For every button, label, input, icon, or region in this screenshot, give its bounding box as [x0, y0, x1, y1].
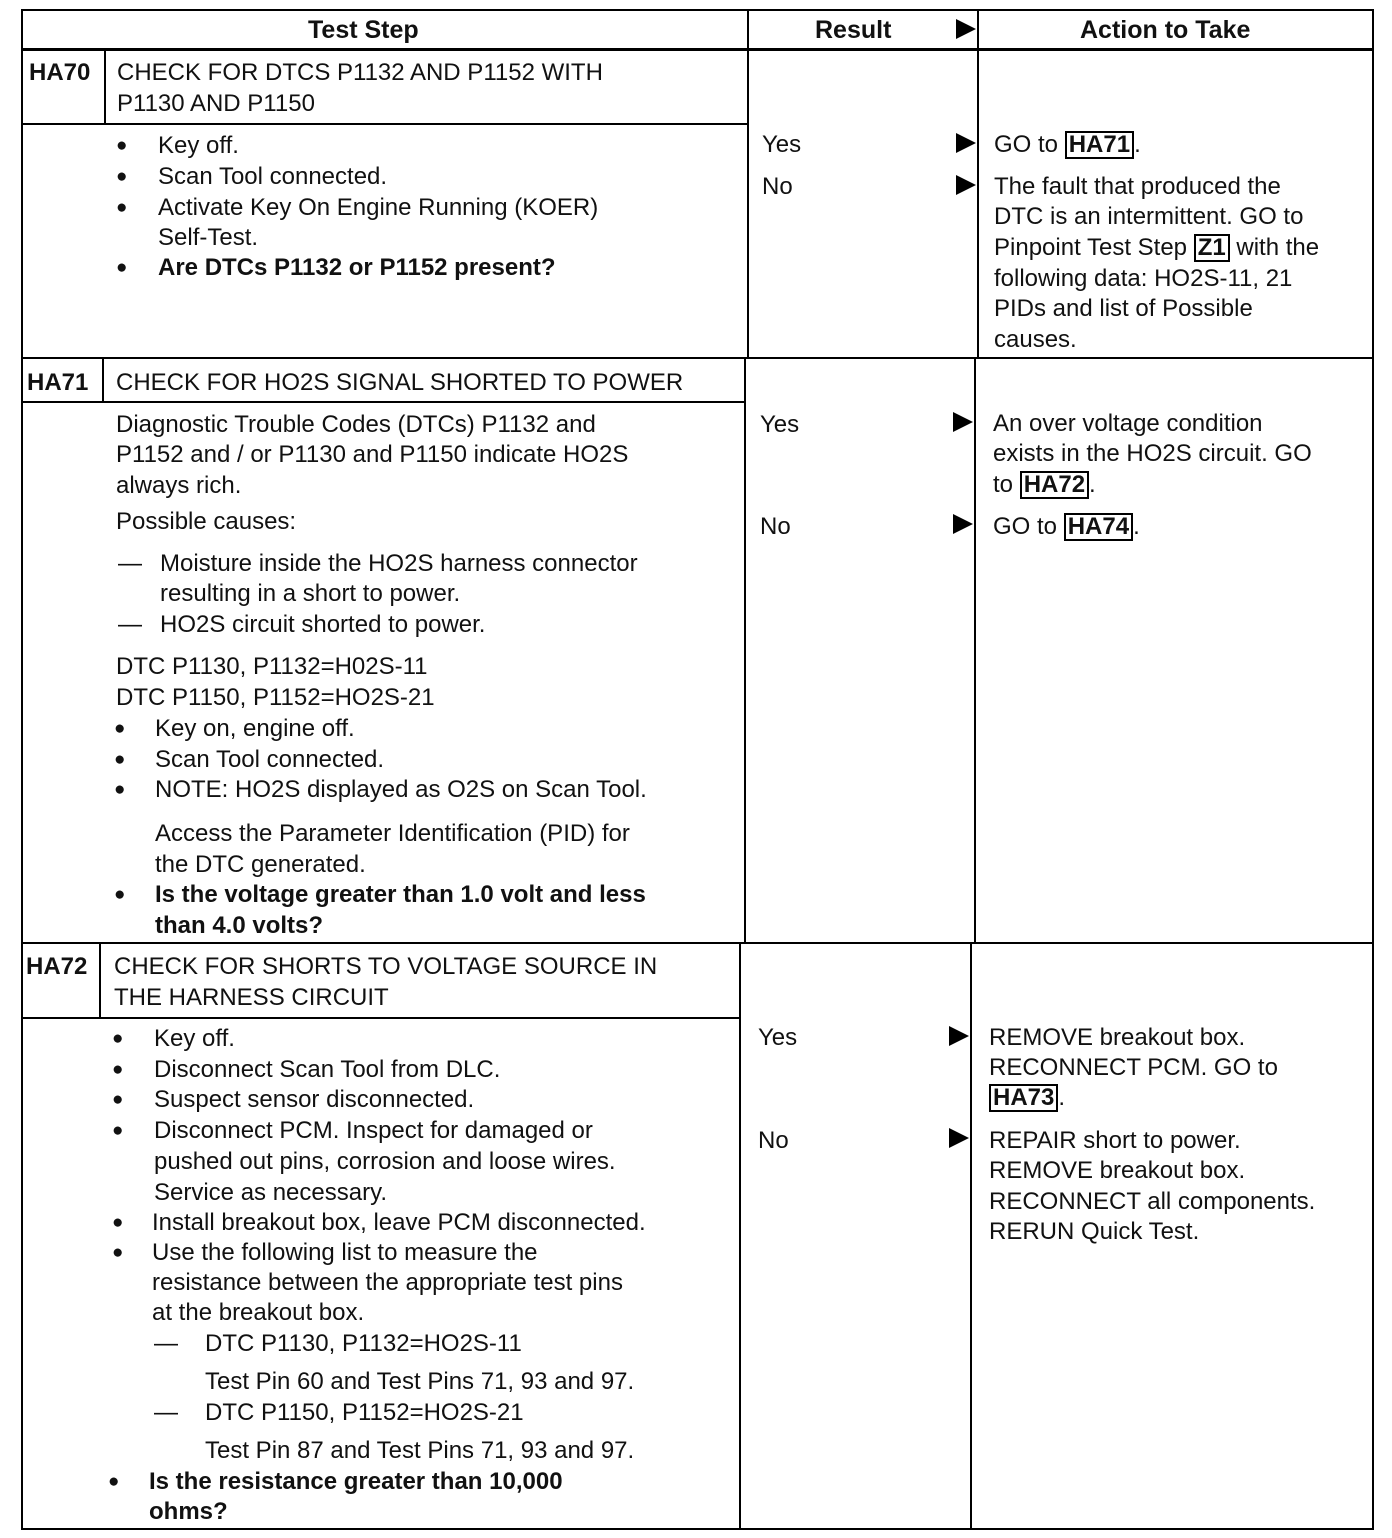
bullet-icon [116, 162, 127, 192]
ha70-step: Activate Key On Engine Running (KOER) [158, 194, 599, 221]
right-triangle-arrow-icon [951, 512, 975, 536]
ha72-step-cont: pushed out pins, corrosion and loose wires. [154, 1148, 616, 1175]
ha72-step-cont: Service as necessary. [154, 1179, 387, 1206]
ha70-step: Scan Tool connected. [158, 163, 388, 190]
action-text: GO to [993, 513, 1058, 540]
ha71-action-yes-line: exists in the HO2S circuit. GO [993, 440, 1312, 467]
right-triangle-arrow-icon [954, 173, 978, 197]
action-text: . [1089, 471, 1096, 498]
ha71-dtc-line: DTC P1150, P1152=HO2S-21 [116, 684, 435, 711]
ha71-action-yes-line [993, 470, 1096, 500]
bullet-icon [112, 1055, 123, 1085]
bullet-icon [116, 131, 127, 161]
ha72-sub-pins: Test Pin 87 and Test Pins 71, 93 and 97. [205, 1437, 635, 1464]
ha70-action-no-line: DTC is an intermittent. GO to [994, 203, 1304, 230]
bullet-icon [116, 193, 127, 223]
ha71-step: Scan Tool connected. [155, 746, 385, 773]
ha72-action-no-line: REMOVE breakout box. [989, 1157, 1246, 1184]
section-divider-ha71 [21, 357, 1374, 359]
header-action: Action to Take [1080, 16, 1251, 44]
step-reference-ha73[interactable]: HA73 [989, 1084, 1058, 1112]
ha72-step: Key off. [154, 1025, 235, 1052]
header-divider [21, 48, 1374, 51]
ha70-action-yes [994, 130, 1141, 160]
ha72-step-id: HA72 [26, 953, 88, 980]
action-text: . [1058, 1084, 1066, 1111]
em-dash: — [118, 550, 142, 577]
ha71-intro: P1152 and / or P1130 and P1150 indicate HO2S [116, 441, 629, 468]
column-divider-test-result [747, 9, 749, 358]
bullet-icon [112, 1024, 123, 1054]
ha72-title-line-2: THE HARNESS CIRCUIT [114, 984, 389, 1011]
bullet-icon [114, 880, 125, 910]
column-divider-result-action-2 [974, 357, 976, 944]
ha72-id-divider [99, 943, 101, 1018]
ha70-action-no-line: causes. [994, 326, 1077, 353]
action-text: to [993, 471, 1014, 498]
ha70-action-no-line: The fault that produced the [994, 173, 1281, 200]
action-text: Pinpoint Test Step [994, 234, 1188, 261]
em-dash: — [154, 1330, 178, 1357]
ha71-result-yes: Yes [760, 411, 800, 438]
ha72-step-cont: resistance between the appropriate test pins [152, 1269, 623, 1296]
table-border-left [21, 9, 23, 1530]
ha71-step-id: HA71 [27, 369, 89, 396]
bullet-icon [112, 1116, 123, 1146]
table-border-right [1372, 9, 1374, 1530]
ha71-action-yes-line: An over voltage condition [993, 410, 1263, 437]
ha72-action-yes-line [989, 1083, 1065, 1113]
ha71-dtc-line: DTC P1130, P1132=H02S-11 [116, 653, 428, 680]
step-reference-ha71[interactable]: HA71 [1065, 131, 1134, 159]
ha71-step: NOTE: HO2S displayed as O2S on Scan Tool. [155, 776, 647, 803]
ha72-result-yes: Yes [758, 1024, 798, 1051]
ha72-question-cont: ohms? [149, 1498, 228, 1525]
bullet-icon [114, 745, 125, 775]
ha71-intro: Diagnostic Trouble Codes (DTCs) P1132 and [116, 411, 596, 438]
bullet-icon [108, 1467, 119, 1497]
ha72-sub-pins: Test Pin 60 and Test Pins 71, 93 and 97. [205, 1368, 635, 1395]
action-text: with the [1236, 234, 1320, 261]
ha72-title-line-1: CHECK FOR SHORTS TO VOLTAGE SOURCE IN [114, 953, 658, 980]
ha72-step: Suspect sensor disconnected. [154, 1086, 475, 1113]
column-divider-test-result-3 [739, 942, 741, 1530]
ha72-action-yes-line: REMOVE breakout box. [989, 1024, 1246, 1051]
ha72-action-no-line: REPAIR short to power. [989, 1127, 1241, 1154]
step-reference-z1[interactable]: Z1 [1194, 234, 1230, 262]
ha72-action-no-line: RERUN Quick Test. [989, 1218, 1200, 1245]
ha70-step-id: HA70 [29, 59, 91, 86]
ha70-step-cont: Self-Test. [158, 224, 259, 251]
bullet-icon [112, 1085, 123, 1115]
ha72-action-no-line: RECONNECT all components. [989, 1188, 1316, 1215]
right-triangle-arrow-icon [951, 410, 975, 434]
ha72-step: Use the following list to measure the [152, 1239, 538, 1266]
ha70-result-yes: Yes [762, 131, 802, 158]
header-result: Result [815, 16, 892, 44]
ha71-intro: always rich. [116, 472, 242, 499]
ha72-sub-dtc: DTC P1150, P1152=HO2S-21 [205, 1399, 524, 1426]
ha70-step: Key off. [158, 132, 239, 159]
bullet-icon [116, 253, 127, 283]
ha70-question: Are DTCs P1132 or P1152 present? [158, 254, 556, 281]
right-triangle-arrow-icon [947, 1024, 971, 1048]
ha72-sub-dtc: DTC P1130, P1132=HO2S-11 [205, 1330, 522, 1357]
right-triangle-arrow-icon [947, 1126, 971, 1150]
ha70-id-divider [104, 50, 106, 124]
ha72-title-underline [21, 1017, 741, 1019]
ha70-action-no-line: following data: HO2S-11, 21 [994, 265, 1293, 292]
ha71-action-no [993, 512, 1140, 542]
bullet-icon [114, 714, 125, 744]
ha72-step: Install breakout box, leave PCM disconnected. [152, 1209, 646, 1236]
ha72-step-cont: at the breakout box. [152, 1299, 365, 1326]
header-test-step: Test Step [308, 16, 419, 44]
column-divider-test-result-2 [744, 357, 746, 944]
step-reference-ha74[interactable]: HA74 [1064, 513, 1133, 541]
section-divider-ha72 [21, 942, 1374, 944]
em-dash: — [118, 611, 142, 638]
ha70-title-line-1: CHECK FOR DTCS P1132 AND P1152 WITH [117, 59, 603, 86]
ha71-cause-cont: resulting in a short to power. [160, 580, 461, 607]
ha71-cause: HO2S circuit shorted to power. [160, 611, 486, 638]
ha72-step: Disconnect PCM. Inspect for damaged or [154, 1117, 593, 1144]
ha71-step: Key on, engine off. [155, 715, 355, 742]
ha72-result-no: No [758, 1127, 789, 1154]
ha72-action-yes-line: RECONNECT PCM. GO to [989, 1054, 1278, 1081]
ha72-step: Disconnect Scan Tool from DLC. [154, 1056, 501, 1083]
ha71-cause: Moisture inside the HO2S harness connector [160, 550, 638, 577]
table-border-bottom [21, 1528, 1374, 1530]
ha70-result-no: No [762, 173, 793, 200]
ha71-id-divider [102, 358, 104, 402]
ha71-question-cont: than 4.0 volts? [155, 912, 324, 939]
action-text: . [1133, 513, 1140, 540]
em-dash: — [154, 1399, 178, 1426]
step-reference-ha72[interactable]: HA72 [1020, 471, 1089, 499]
bullet-icon [112, 1238, 123, 1268]
ha71-question: Is the voltage greater than 1.0 volt and less [155, 881, 646, 908]
ha71-result-no: No [760, 513, 791, 540]
ha72-question: Is the resistance greater than 10,000 [149, 1468, 563, 1495]
ha71-title: CHECK FOR HO2S SIGNAL SHORTED TO POWER [116, 369, 684, 396]
bullet-icon [112, 1208, 123, 1238]
action-text: GO to [994, 131, 1059, 158]
bullet-icon [114, 775, 125, 805]
ha71-step: Access the Parameter Identification (PID) for [155, 820, 630, 847]
ha70-title-line-2: P1130 AND P1150 [117, 90, 315, 117]
table-border-top [21, 9, 1374, 11]
ha71-possible-causes: Possible causes: [116, 508, 297, 535]
action-text: . [1134, 131, 1141, 158]
ha71-title-underline [21, 401, 746, 403]
ha71-step-cont: the DTC generated. [155, 851, 366, 878]
ha70-action-no-line: PIDs and list of Possible [994, 295, 1253, 322]
right-triangle-arrow-icon [954, 131, 978, 155]
ha70-action-no-line [994, 233, 1319, 263]
right-triangle-arrow-icon [954, 17, 978, 41]
ha70-title-underline [21, 123, 749, 125]
